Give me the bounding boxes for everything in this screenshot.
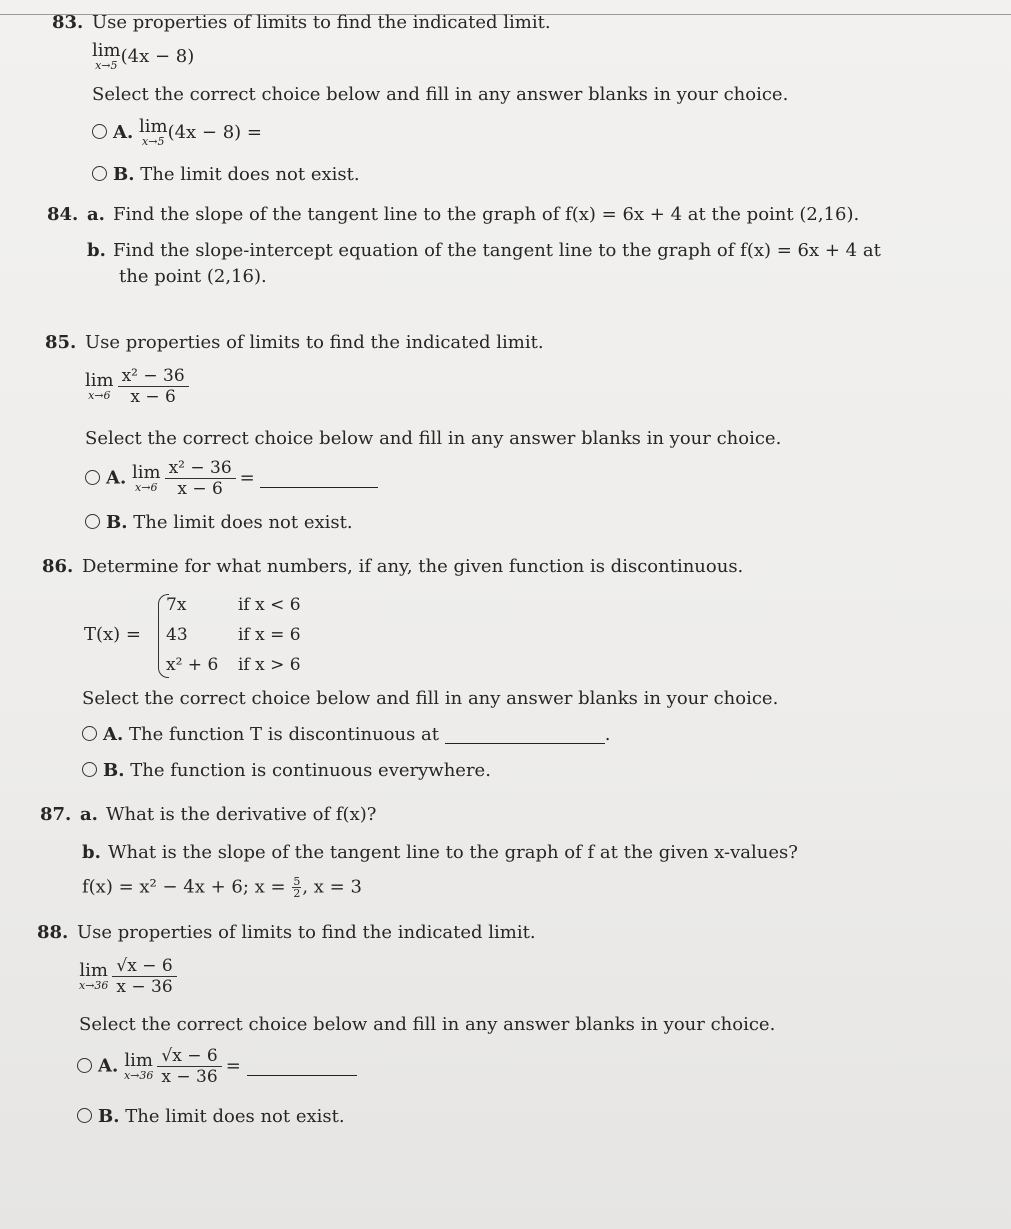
part-b-text: Find the slope-intercept equation of the tangent line to the graph of f(x) = 6x + 4 at <box>113 240 881 261</box>
part-a-label: a. <box>87 204 105 225</box>
lim-subscript: x→5 <box>142 135 165 148</box>
limit-expression <box>85 366 193 407</box>
choice-letter: A. <box>106 467 127 489</box>
lim-subscript: x→6 <box>135 480 158 494</box>
lim-word: lim <box>85 369 114 391</box>
choice-b-text: The function is continuous everywhere. <box>130 760 491 781</box>
choice-b-text: The limit does not exist. <box>140 164 360 185</box>
piece-condition: if x > 6 <box>238 655 301 675</box>
problem-prompt: Use properties of limits to find the indicated limit. <box>85 332 544 353</box>
piece-condition: if x = 6 <box>238 625 301 645</box>
fraction-denominator: 2 <box>293 887 301 900</box>
problem-number: 86. <box>42 556 74 577</box>
equals-sign: = <box>225 1055 241 1077</box>
part-b-label: b. <box>87 240 106 261</box>
choice-a[interactable] <box>77 1046 357 1087</box>
choice-a[interactable] <box>92 118 262 148</box>
limit-body: (4x − 8) <box>120 46 195 67</box>
choice-b[interactable] <box>92 164 360 186</box>
problem-number: 85. <box>45 332 77 353</box>
problem-number: 88. <box>37 922 69 943</box>
problem-prompt: Determine for what numbers, if any, the given function is discontinuous. <box>82 556 744 577</box>
part-b-label: b. <box>82 842 101 863</box>
fraction-numerator: x² − 36 <box>118 366 189 387</box>
choice-letter: A. <box>113 122 134 143</box>
piece-value: 7x <box>166 595 187 615</box>
choice-letter: A. <box>98 1055 119 1077</box>
problem-prompt: Use properties of limits to find the indicated limit. <box>92 12 551 33</box>
piece-condition: if x < 6 <box>238 595 301 615</box>
choice-a[interactable] <box>85 458 378 499</box>
fraction-denominator: x − 36 <box>161 1067 218 1087</box>
fraction-numerator: 5 <box>293 875 301 888</box>
lim-word: lim <box>124 1049 153 1071</box>
lim-word: lim <box>79 959 108 981</box>
choice-letter: B. <box>113 164 135 185</box>
lim-subscript: x→36 <box>123 1068 154 1082</box>
choice-letter: A. <box>103 724 124 745</box>
radio-b[interactable] <box>85 514 100 529</box>
choice-a-expr: (4x − 8) = <box>167 122 262 143</box>
radio-a[interactable] <box>85 470 100 485</box>
fraction-denominator: x − 6 <box>130 387 176 407</box>
radio-b[interactable] <box>92 166 107 181</box>
limit-expression <box>79 956 181 997</box>
function-expression-tail: , x = 3 <box>302 876 362 898</box>
choice-letter: B. <box>103 760 125 781</box>
choice-a[interactable] <box>82 724 610 746</box>
lim-word: lim <box>131 461 161 483</box>
radio-a[interactable] <box>77 1058 92 1073</box>
period: . <box>604 724 611 745</box>
instruction: Select the correct choice below and fill in any answer blanks in your choice. <box>79 1014 776 1035</box>
instruction: Select the correct choice below and fill in any answer blanks in your choice. <box>82 688 779 709</box>
radio-a[interactable] <box>82 726 97 741</box>
answer-blank[interactable] <box>260 471 378 488</box>
problem-number: 84. <box>47 204 79 225</box>
function-definition <box>82 876 362 899</box>
function-name: T(x) = <box>84 624 142 645</box>
fraction-numerator: √x − 6 <box>157 1046 221 1067</box>
lim-word: lim <box>138 116 168 137</box>
answer-blank[interactable] <box>247 1059 357 1076</box>
answer-blank[interactable] <box>445 727 605 744</box>
equals-sign: = <box>239 467 255 489</box>
fraction-denominator: x − 6 <box>177 479 223 499</box>
lim-subscript: x→6 <box>88 388 111 402</box>
choice-b-text: The limit does not exist. <box>133 512 353 533</box>
problem-number: 83. <box>52 12 84 33</box>
part-a-text: Find the slope of the tangent line to the graph of f(x) = 6x + 4 at the point (2,16). <box>113 204 860 225</box>
piece-value: 43 <box>166 625 188 645</box>
radio-b[interactable] <box>77 1108 92 1123</box>
choice-b[interactable] <box>85 512 353 534</box>
lim-subscript: x→36 <box>79 978 109 992</box>
radio-a[interactable] <box>92 124 107 139</box>
choice-b[interactable] <box>77 1106 345 1128</box>
part-b-text-cont: the point (2,16). <box>119 266 267 287</box>
piece-value: x² + 6 <box>166 655 219 675</box>
part-a-text: What is the derivative of f(x)? <box>106 804 377 825</box>
choice-b-text: The limit does not exist. <box>125 1106 345 1127</box>
fraction-numerator: √x − 6 <box>112 956 176 977</box>
choice-b[interactable] <box>82 760 491 782</box>
instruction: Select the correct choice below and fill in any answer blanks in your choice. <box>85 428 782 449</box>
choice-a-text: The function T is discontinuous at <box>128 724 440 745</box>
part-a-label: a. <box>80 804 98 825</box>
lim-word: lim <box>92 40 121 61</box>
fraction-numerator: x² − 36 <box>165 458 236 479</box>
problem-number: 87. <box>40 804 72 825</box>
function-expression: f(x) = x² − 4x + 6; x = <box>82 876 292 898</box>
part-b-text: What is the slope of the tangent line to the graph of f at the given x-values? <box>108 842 798 863</box>
fraction-denominator: x − 36 <box>116 977 173 997</box>
choice-letter: B. <box>98 1106 120 1127</box>
lim-subscript: x→5 <box>95 59 118 72</box>
limit-expression <box>92 42 194 72</box>
instruction: Select the correct choice below and fill in any answer blanks in your choice. <box>92 84 789 105</box>
choice-letter: B. <box>106 512 128 533</box>
problem-prompt: Use properties of limits to find the indicated limit. <box>77 922 536 943</box>
radio-b[interactable] <box>82 762 97 777</box>
